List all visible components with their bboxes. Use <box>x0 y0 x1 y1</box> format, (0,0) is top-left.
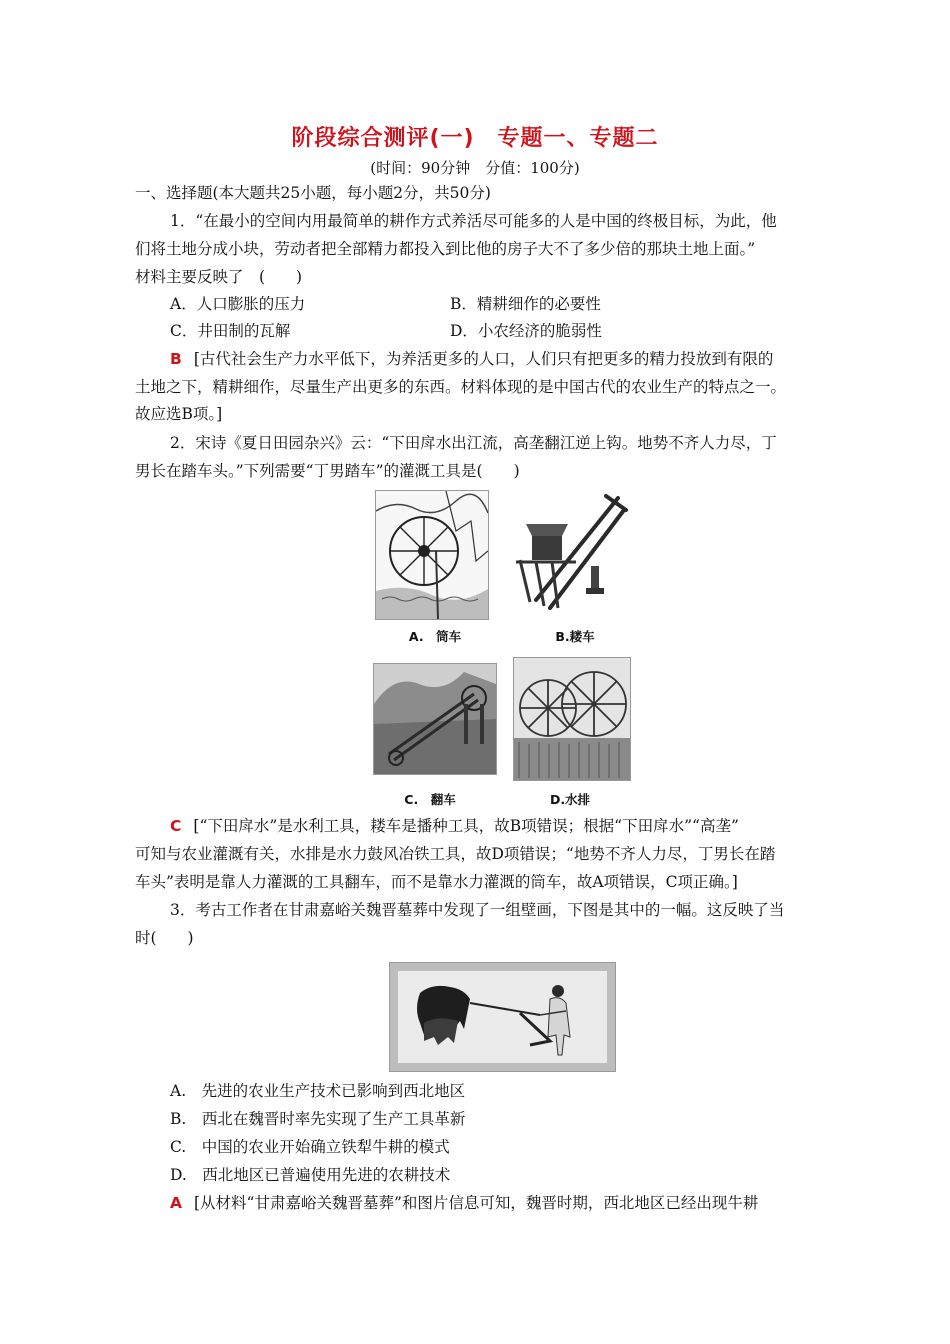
q2-line-2: 男长在踏车头。”下列需要“丁男踏车”的灌溉工具是( ) <box>135 462 520 480</box>
image-shuipai <box>513 657 631 781</box>
q2-explanation-line-3: 车头”表明是靠人力灌溉的工具翻车，而不是靠水力灌溉的筒车，故A项错误，C项正确。] <box>135 873 738 891</box>
caption-c: C. 翻车 <box>404 792 456 807</box>
q1-options-row-2 <box>170 320 730 342</box>
section-heading: 一、选择题(本大题共25小题，每小题2分，共50分) <box>135 184 491 202</box>
q1-explanation-line-1 <box>170 348 773 370</box>
q3-option-d: D. 西北地区已普遍使用先进的农耕技术 <box>170 1166 451 1184</box>
q1-option-c: C．井田制的瓦解 <box>170 322 291 340</box>
q1-line-3: 材料主要反映了 ( ) <box>135 268 303 286</box>
q3-option-c: C. 中国的农业开始确立铁犁牛耕的模式 <box>170 1138 450 1156</box>
q3-line-1: 3．考古工作者在甘肃嘉峪关魏晋墓葬中发现了一组壁画，下图是其中的一幅。这反映了当 <box>170 901 785 919</box>
image-fanche <box>373 663 497 775</box>
q1-options-row-1 <box>170 293 730 315</box>
q1-answer: B <box>170 350 182 368</box>
q3-option-b: B. 西北在魏晋时率先实现了生产工具革新 <box>170 1110 466 1128</box>
q1-option-d: D．小农经济的脆弱性 <box>450 322 602 340</box>
q3-explanation-text-1: [从材料“甘肃嘉峪关魏晋墓葬”和图片信息可知，魏晋时期，西北地区已经出现牛耕 <box>194 1194 759 1212</box>
q1-line-1: 1．“在最小的空间内用最简单的耕作方式养活尽可能多的人是中国的终极目标，为此，他 <box>170 212 777 230</box>
q2-explanation-text-1: [“下田戽水”是水利工具，耧车是播种工具，故B项错误；根据“下田戽水”“高垄” <box>193 817 739 835</box>
q2-explanation-line-1 <box>170 815 739 837</box>
q1-line-2: 们将土地分成小块，劳动者把全部精力都投入到比他的房子大不了多少倍的那块土地上面。” <box>135 240 756 258</box>
caption-b: B.耧车 <box>555 629 595 644</box>
caption-a: A. 筒车 <box>408 629 462 644</box>
q1-option-a: A．人口膨胀的压力 <box>170 295 306 313</box>
q1-option-b: B．精耕细作的必要性 <box>450 295 601 313</box>
q1-explanation-line-2: 土地之下，精耕细作，尽量生产出更多的东西。材料体现的是中国古代的农业生产的特点之一。 <box>135 378 787 396</box>
q3-answer: A <box>170 1194 182 1212</box>
q3-option-a: A. 先进的农业生产技术已影响到西北地区 <box>170 1082 466 1100</box>
q3-line-2: 时( ) <box>135 929 194 947</box>
image-louche <box>506 490 628 618</box>
q1-explanation-line-3: 故应选B项。] <box>135 405 223 423</box>
q2-line-1: 2．宋诗《夏日田园杂兴》云：“下田戽水出江流，高垄翻江逆上钩。地势不齐人力尽，丁 <box>170 434 777 452</box>
image-tongche <box>375 490 489 620</box>
page-title: 阶段综合测评(一) 专题一、专题二 <box>291 126 659 151</box>
q1-explanation-text-1: [古代社会生产力水平低下，为养活更多的人口，人们只有把更多的精力投放到有限的 <box>193 350 774 368</box>
q3-explanation-line-1 <box>170 1192 758 1214</box>
page-subtitle: (时间：90分钟 分值：100分) <box>370 159 580 177</box>
q2-answer: C <box>170 817 182 835</box>
q2-explanation-line-2: 可知与农业灌溉有关，水排是水力鼓风冶铁工具，故D项错误；“地势不齐人力尽，丁男长在踏 <box>135 845 776 863</box>
caption-d: D.水排 <box>549 792 591 807</box>
image-mural-ox-plough <box>389 962 616 1072</box>
